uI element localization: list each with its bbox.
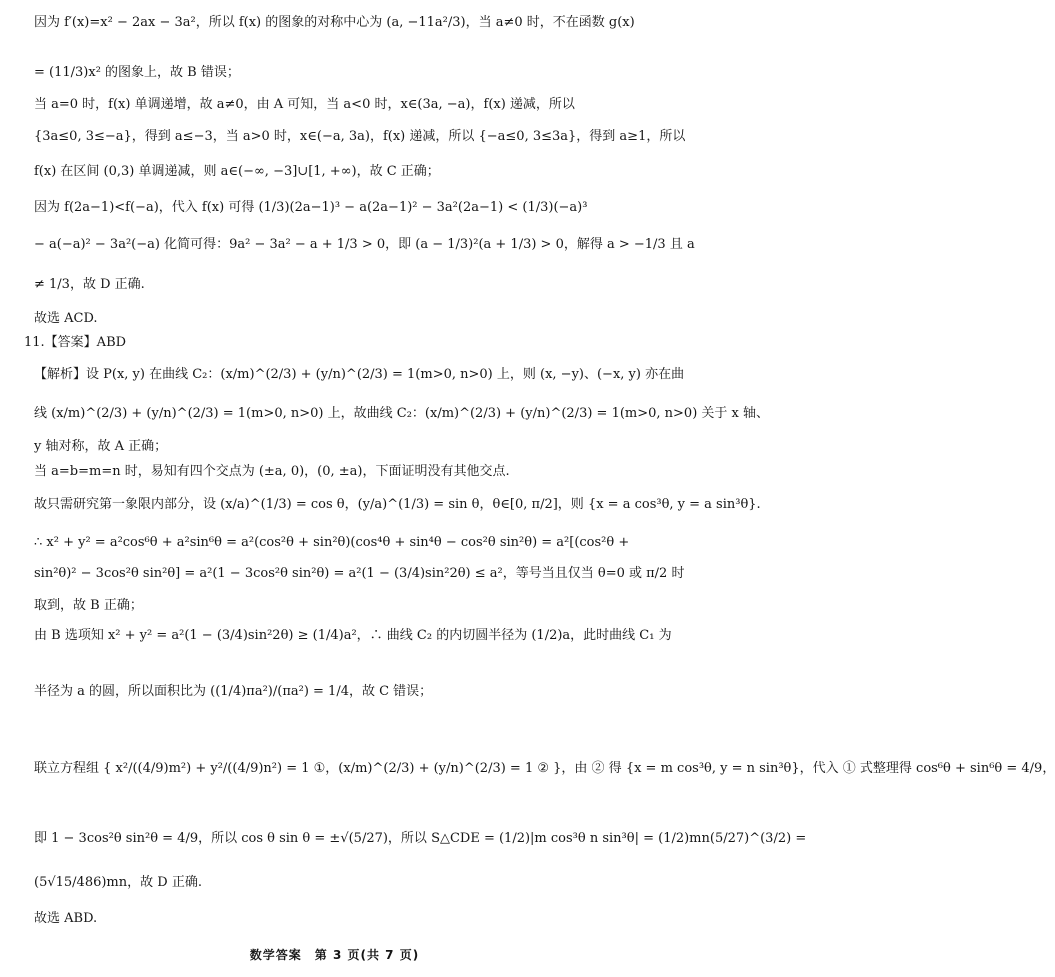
text-line: {3a≤0, 3≤−a}，得到 a≤−3，当 a>0 时，x∈(−a, 3a)，f(x) 递减，所以 {−a≤0, 3≤3a}，得到 a≥1，所以 bbox=[34, 129, 686, 144]
text-line: 故选 ACD. bbox=[34, 311, 98, 326]
text-line: = (11/3)x² 的图象上，故 B 错误； bbox=[34, 65, 240, 80]
text-line: 半径为 a 的圆，所以面积比为 ((1/4)πa²)/(πa²) = 1/4，故 C 错误； bbox=[34, 684, 433, 699]
text-line: 取到，故 B 正确； bbox=[34, 598, 143, 613]
text-line: f(x) 在区间 (0,3) 单调递减，则 a∈(−∞, −3]∪[1, +∞)，故 C 正确； bbox=[34, 164, 440, 179]
text-line: 即 1 − 3cos²θ sin²θ = 4/9，所以 cos θ sin θ = ±√(5/27)，所以 S△CDE = (1/2)|m cos³θ n sin³θ| = (1/2)mn(5/27)^(3/2) = bbox=[34, 831, 807, 846]
text-line: 因为 f(2a−1)<f(−a)，代入 f(x) 可得 (1/3)(2a−1)³ − a(2a−1)² − 3a²(2a−1) < (1/3)(−a)³ bbox=[34, 200, 588, 215]
text-line: sin²θ)² − 3cos²θ sin²θ] = a²(1 − 3cos²θ sin²θ) = a²(1 − (3/4)sin²2θ) ≤ a²，等号当且仅当 θ=0 或 π/2 时 bbox=[34, 566, 685, 581]
page-footer: 数学答案 第 3 页(共 7 页) bbox=[249, 948, 420, 962]
question-number: 11.【答案】ABD bbox=[24, 335, 127, 350]
text-line: y 轴对称，故 A 正确； bbox=[34, 439, 168, 454]
text-line: ∴ x² + y² = a²cos⁶θ + a²sin⁶θ = a²(cos²θ + sin²θ)(cos⁴θ + sin⁴θ − cos²θ sin²θ) = a²[(cos²θ + bbox=[34, 535, 630, 550]
text-line: 线 (x/m)^(2/3) + (y/n)^(2/3) = 1(m>0, n>0) 上，故曲线 C₂：(x/m)^(2/3) + (y/n)^(2/3) = 1(m>0, n>0) 关于 x 轴、 bbox=[34, 406, 770, 421]
text-line: 【解析】设 P(x, y) 在曲线 C₂：(x/m)^(2/3) + (y/n)^(2/3) = 1(m>0, n>0) 上，则 (x, −y)、(−x, y) 亦在曲 bbox=[34, 367, 685, 382]
text-line: 故选 ABD. bbox=[34, 911, 98, 926]
text-line: ≠ 1/3，故 D 正确. bbox=[34, 277, 145, 292]
text-line: (5√15/486)mn，故 D 正确. bbox=[34, 875, 202, 890]
text-line: − a(−a)² − 3a²(−a) 化简可得：9a² − 3a² − a + 1/3 > 0，即 (a − 1/3)²(a + 1/3) > 0，解得 a > −1/3 且 a bbox=[34, 237, 695, 252]
text-line: 当 a=b=m=n 时，易知有四个交点为 (±a, 0)，(0, ±a)，下面证明没有其他交点. bbox=[34, 464, 510, 479]
equation-system-line: 联立方程组 { x²/((4/9)m²) + y²/((4/9)n²) = 1 ①，(x/m)^(2/3) + (y/n)^(2/3) = 1 ② }，由 ② 得 {x = m cos³θ, y = n sin³θ}，代入 ① 式整理得 cos⁶θ + sin⁶θ = 4/9， bbox=[34, 761, 1055, 776]
text-line: 当 a=0 时，f(x) 单调递增，故 a≠0，由 A 可知，当 a<0 时，x∈(3a, −a)，f(x) 递减，所以 bbox=[34, 97, 575, 112]
text-line: 因为 f′(x)=x² − 2ax − 3a²，所以 f(x) 的图象的对称中心为 (a, −11a²/3)，当 a≠0 时，不在函数 g(x) bbox=[34, 15, 635, 30]
text-line: 由 B 选项知 x² + y² = a²(1 − (3/4)sin²2θ) ≥ (1/4)a²，∴ 曲线 C₂ 的内切圆半径为 (1/2)a，此时曲线 C₁ 为 bbox=[34, 628, 672, 643]
text-line: 故只需研究第一象限内部分，设 (x/a)^(1/3) = cos θ，(y/a)^(1/3) = sin θ，θ∈[0, π/2]，则 {x = a cos³θ, y = a sin³θ}. bbox=[34, 497, 761, 512]
